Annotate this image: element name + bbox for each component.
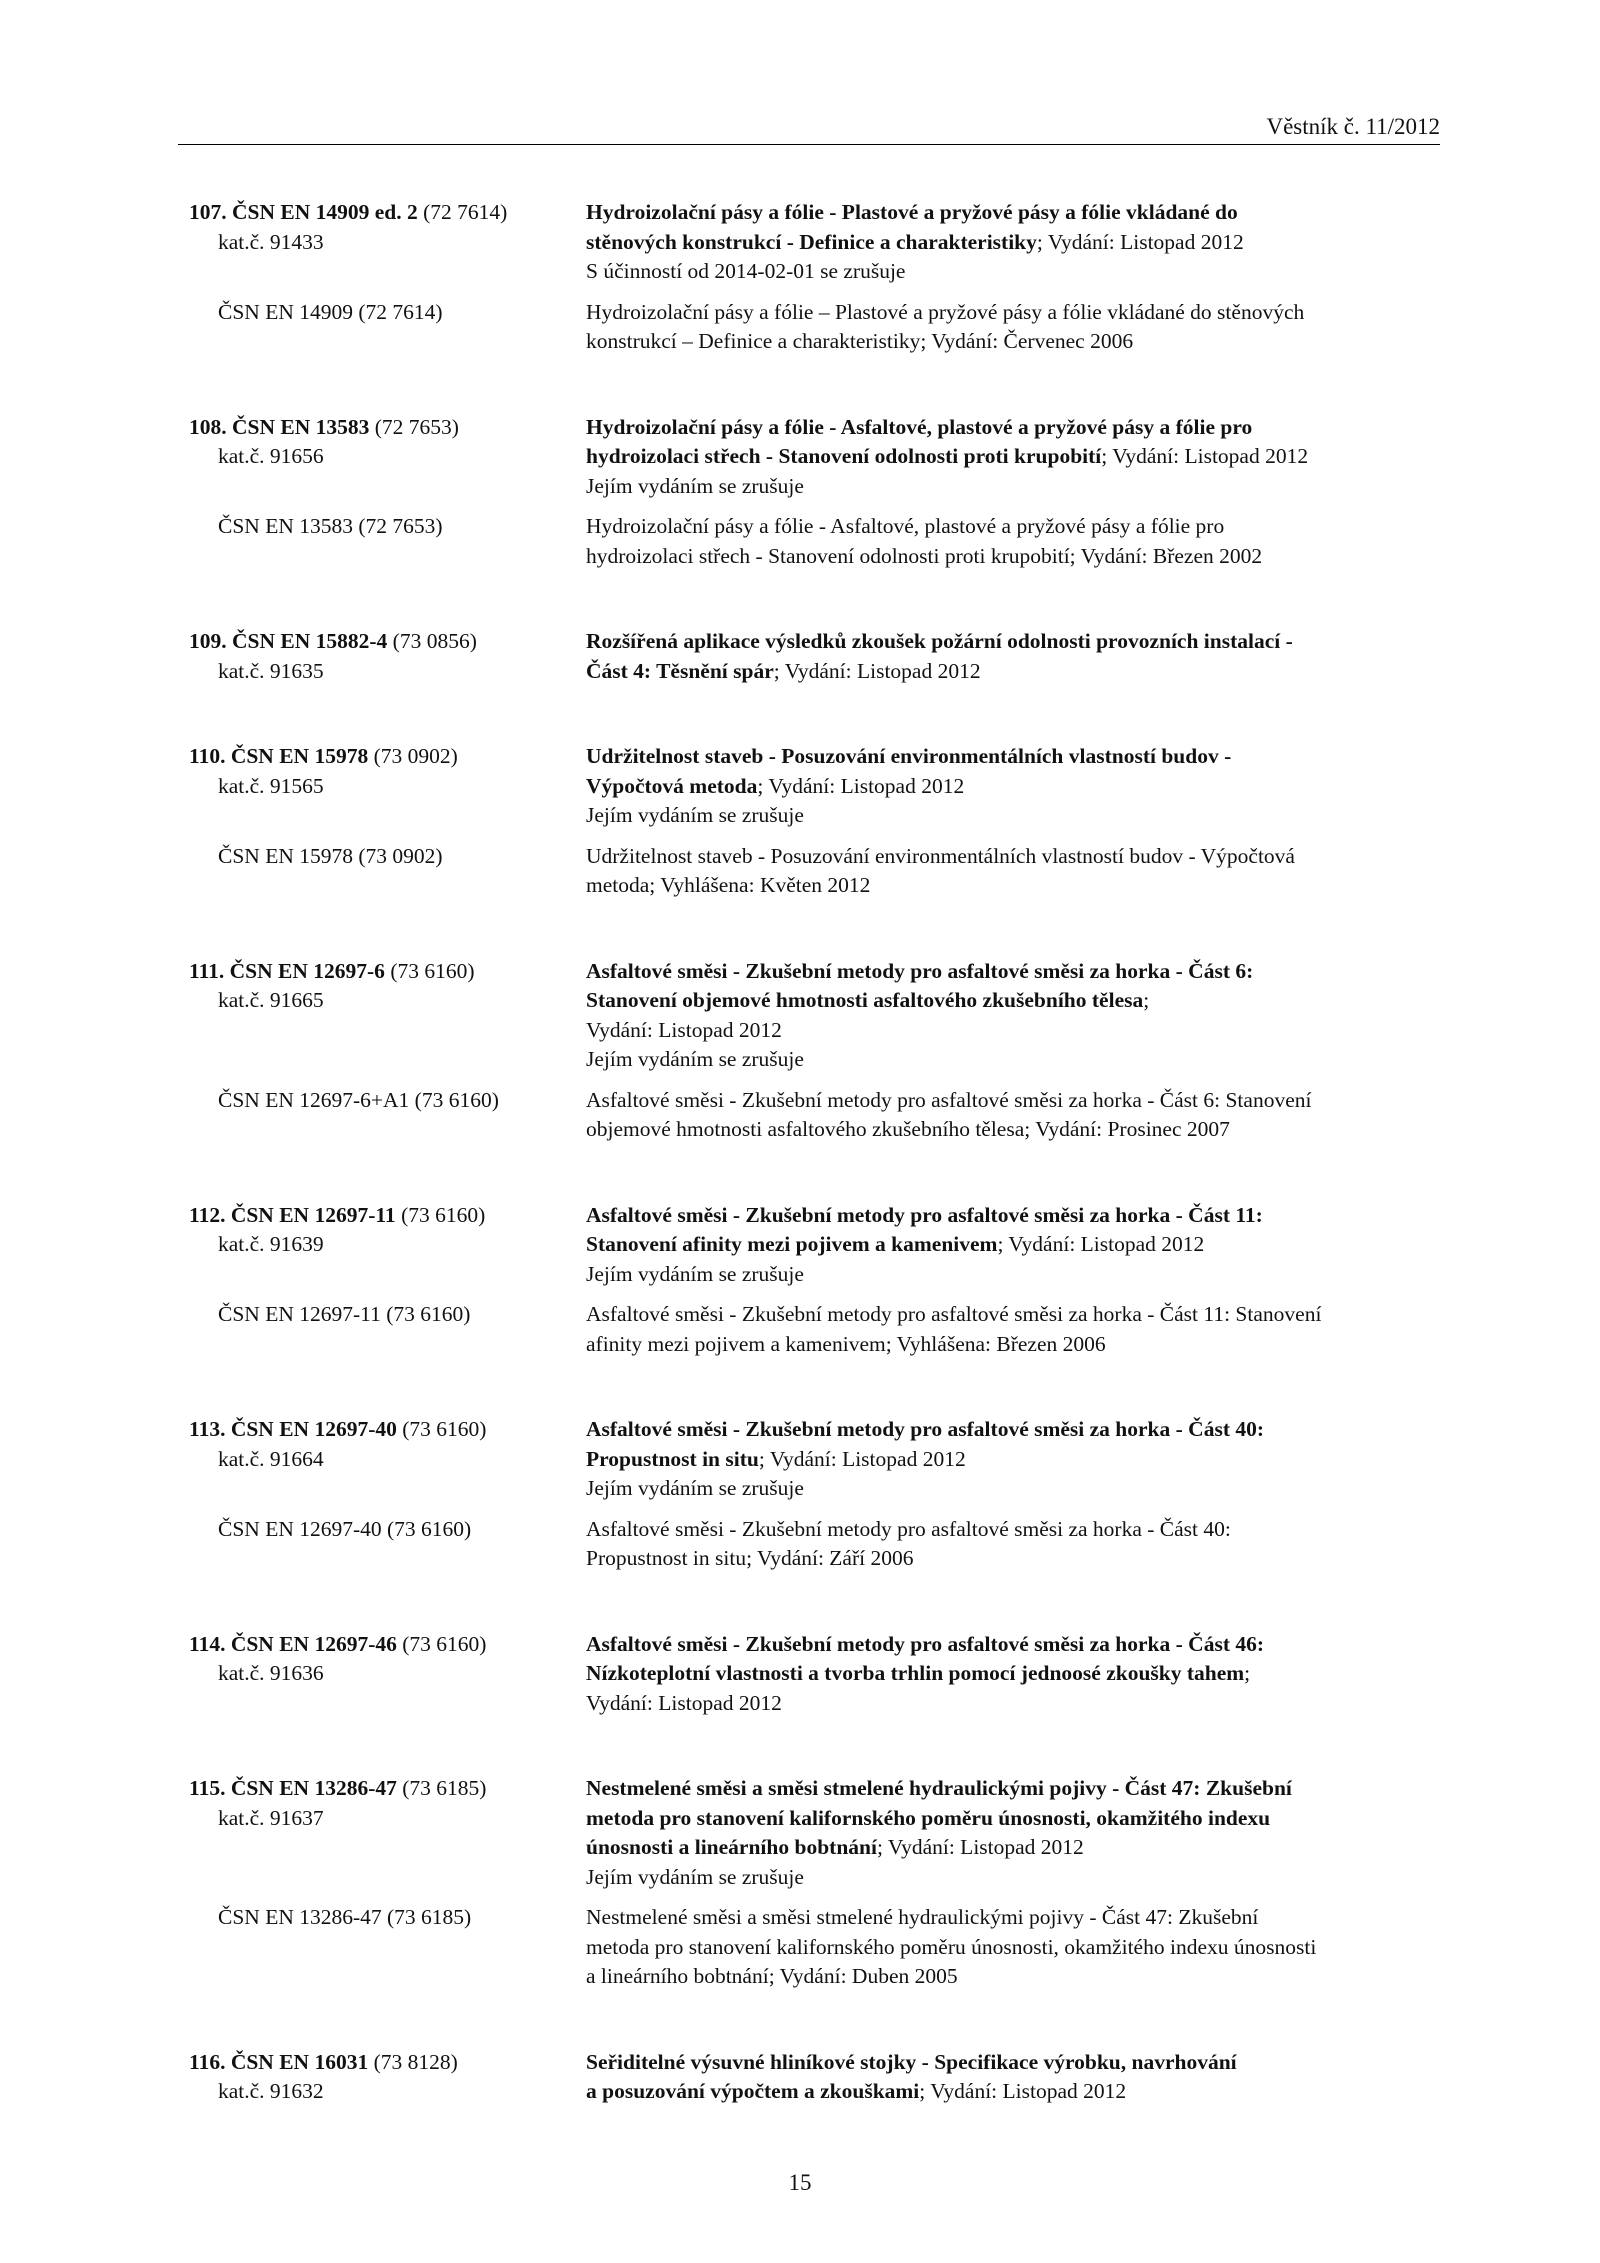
entry-description — [586, 957, 1439, 1075]
classification-number: (73 8128) — [368, 2049, 458, 2074]
cancellation-note: Jejím vydáním se zrušuje — [586, 1047, 804, 1071]
entry-description — [586, 742, 1439, 831]
title-line — [586, 957, 1439, 987]
standard-title: Stanovení objemové hmotnosti asfaltového zkušebního tělesa — [586, 988, 1144, 1012]
issue-info: ; Vydání: Listopad 2012 — [919, 2079, 1127, 2103]
standard-entry — [189, 198, 1439, 357]
title-line — [586, 1804, 1439, 1834]
standard-title: Asfaltové směsi - Zkušební metody pro asfaltové směsi za horka - Část 6: — [586, 958, 1254, 983]
standard-entry — [189, 1630, 1439, 1719]
title-line — [586, 198, 1439, 228]
entry-identifiers — [189, 1630, 586, 1719]
replaced-line: Asfaltové směsi - Zkušební metody pro asfaltové směsi za horka - Část 6: Stanovení — [586, 1087, 1312, 1112]
replaced-line: metoda; Vyhlášena: Květen 2012 — [586, 873, 871, 897]
standard-title: Nízkoteplotní vlastnosti a tvorba trhlin pomocí jednoosé zkoušky tahem — [586, 1661, 1245, 1685]
standard-code: ČSN EN 12697-46 — [230, 1631, 397, 1656]
entry-identifiers — [189, 2048, 586, 2107]
issue-info: ; Vydání: Listopad 2012 — [1036, 229, 1244, 254]
entry-number: 108. — [189, 414, 227, 439]
entry-designation — [189, 2048, 586, 2078]
catalog-number: kat.č. 91635 — [218, 658, 324, 683]
standard-entry — [189, 742, 1439, 901]
issue-info: ; Vydání: Listopad 2012 — [997, 1232, 1205, 1256]
entry-main-row — [189, 198, 1439, 287]
catalog-number: kat.č. 91636 — [218, 1661, 324, 1685]
entry-identifiers — [189, 1201, 586, 1290]
standard-title: a posuzování výpočtem a zkouškami — [586, 2079, 920, 2103]
standard-title: metoda pro stanovení kalifornského poměru únosnosti, okamžitého indexu — [586, 1805, 1271, 1830]
standard-code: ČSN EN 12697-40 — [230, 1417, 397, 1441]
standard-title: Propustnost in situ — [586, 1446, 759, 1471]
entry-identifiers — [189, 1774, 586, 1892]
catalog-number: kat.č. 91637 — [218, 1805, 324, 1830]
entry-identifiers — [189, 1415, 586, 1504]
entry-identifiers — [189, 957, 586, 1075]
title-line — [586, 742, 1439, 772]
entry-description — [586, 1201, 1439, 1290]
entry-number: 113. — [189, 1417, 226, 1441]
title-line — [586, 1445, 1439, 1475]
entry-identifiers — [189, 742, 586, 831]
title-line — [586, 2077, 1439, 2107]
replaced-identifiers — [189, 1300, 586, 1359]
standard-title: Stanovení afinity mezi pojivem a kamenivem — [586, 1232, 998, 1256]
title-line — [586, 627, 1439, 657]
replaced-identifiers — [189, 1903, 586, 1992]
catalog-number: kat.č. 91639 — [218, 1232, 324, 1256]
journal-header — [178, 112, 1440, 145]
replaced-identifiers — [189, 842, 586, 901]
entry-designation — [189, 1630, 586, 1660]
entry-description — [586, 627, 1439, 686]
standard-title: Asfaltové směsi - Zkušební metody pro asfaltové směsi za horka - Část 11: — [586, 1202, 1263, 1227]
standard-title: Hydroizolační pásy a fólie - Plastové a pryžové pásy a fólie vkládané do — [586, 200, 1238, 224]
replaced-standard-row — [189, 1515, 1439, 1574]
replaced-standard-row — [189, 842, 1439, 901]
title-line — [586, 228, 1439, 258]
standard-entry — [189, 1201, 1439, 1360]
catalog-number: kat.č. 91565 — [218, 773, 324, 798]
replaced-standard-code: ČSN EN 14909 (72 7614) — [218, 299, 443, 324]
entry-main-row — [189, 2048, 1439, 2107]
entry-description — [586, 1774, 1439, 1892]
entry-number: 114. — [189, 1631, 226, 1656]
replaced-standard-code: ČSN EN 13286-47 (73 6185) — [218, 1905, 472, 1929]
entry-description — [586, 1630, 1439, 1719]
catalog-number: kat.č. 91664 — [218, 1446, 324, 1471]
replaced-standard-code: ČSN EN 15978 (73 0902) — [218, 843, 443, 868]
replaced-standard-row — [189, 1086, 1439, 1145]
standard-code: ČSN EN 13286-47 — [230, 1776, 397, 1800]
entry-number: 110. — [189, 744, 226, 768]
replaced-line: objemové hmotnosti asfaltového zkušebního tělesa; Vydání: Prosinec 2007 — [586, 1117, 1230, 1141]
issue-date: Vydání: Listopad 2012 — [586, 1017, 782, 1042]
replaced-standard-code: ČSN EN 12697-6+A1 (73 6160) — [218, 1087, 499, 1112]
standard-entry — [189, 413, 1439, 572]
standard-title: únosnosti a lineárního bobtnání — [586, 1835, 877, 1859]
entry-description — [586, 413, 1439, 502]
classification-number: (72 7653) — [369, 414, 459, 439]
cancellation-note: S účinností od 2014-02-01 se zrušuje — [586, 259, 906, 283]
page-number: 15 — [788, 2170, 812, 2195]
entry-designation — [189, 1415, 586, 1445]
standard-entry — [189, 627, 1439, 686]
issue-date: Vydání: Listopad 2012 — [586, 1690, 782, 1715]
replaced-standard-row — [189, 298, 1439, 357]
standard-title: Seřiditelné výsuvné hliníkové stojky - Specifikace výrobku, navrhování — [586, 2049, 1237, 2074]
entry-description — [586, 1415, 1439, 1504]
replaced-line: afinity mezi pojivem a kamenivem; Vyhlášena: Březen 2006 — [586, 1331, 1106, 1356]
entry-identifiers — [189, 198, 586, 287]
cancellation-note: Jejím vydáním se zrušuje — [586, 1476, 804, 1500]
entry-main-row — [189, 627, 1439, 686]
catalog-number: kat.č. 91656 — [218, 444, 324, 468]
issue-info: ; — [1143, 988, 1150, 1012]
standard-code: ČSN EN 14909 ed. 2 — [232, 200, 418, 224]
entry-main-row — [189, 742, 1439, 831]
replaced-line: a lineárního bobtnání; Vydání: Duben 2005 — [586, 1964, 958, 1988]
replaced-description — [586, 512, 1439, 571]
standard-code: ČSN EN 15882-4 — [232, 629, 388, 653]
standard-title: Část 4: Těsnění spár — [586, 658, 774, 683]
replaced-description — [586, 1903, 1439, 1992]
entry-designation — [189, 1774, 586, 1804]
cancellation-note: Jejím vydáním se zrušuje — [586, 803, 804, 827]
issue-info: ; Vydání: Listopad 2012 — [773, 658, 981, 683]
standard-entry — [189, 1415, 1439, 1574]
replaced-description — [586, 1086, 1439, 1145]
standard-code: ČSN EN 13583 — [232, 414, 370, 439]
title-line — [586, 1415, 1439, 1445]
replaced-standard-row — [189, 1903, 1439, 1992]
title-line — [586, 413, 1439, 443]
classification-number: (72 7614) — [417, 200, 508, 224]
entry-main-row — [189, 957, 1439, 1075]
replaced-line: Asfaltové směsi - Zkušební metody pro asfaltové směsi za horka - Část 40: — [586, 1516, 1231, 1541]
catalog-number: kat.č. 91433 — [218, 229, 324, 254]
title-line — [586, 772, 1439, 802]
title-line — [586, 1630, 1439, 1660]
standard-code: ČSN EN 16031 — [230, 2049, 369, 2074]
replaced-identifiers — [189, 298, 586, 357]
standard-entry — [189, 2048, 1439, 2107]
standard-code: ČSN EN 12697-11 — [230, 1202, 396, 1227]
replaced-line: Hydroizolační pásy a fólie - Asfaltové, plastové a pryžové pásy a fólie pro — [586, 514, 1225, 538]
issue-info: ; Vydání: Listopad 2012 — [1101, 444, 1309, 468]
title-line — [586, 2048, 1439, 2078]
replaced-standard-row — [189, 512, 1439, 571]
replaced-description — [586, 1515, 1439, 1574]
standard-title: Udržitelnost staveb - Posuzování environmentálních vlastností budov - — [586, 744, 1232, 768]
entry-number: 112. — [189, 1202, 226, 1227]
replaced-standard-code: ČSN EN 12697-11 (73 6160) — [218, 1302, 471, 1326]
replaced-standard-code: ČSN EN 13583 (72 7653) — [218, 514, 443, 538]
replaced-description — [586, 1300, 1439, 1359]
title-line — [586, 1774, 1439, 1804]
replaced-line: Asfaltové směsi - Zkušební metody pro asfaltové směsi za horka - Část 11: Stanovení — [586, 1302, 1322, 1326]
entry-main-row — [189, 1774, 1439, 1892]
entry-number: 111. — [189, 958, 225, 983]
replaced-line: konstrukcí – Definice a charakteristiky; Vydání: Červenec 2006 — [586, 329, 1134, 353]
replaced-line: Propustnost in situ; Vydání: Září 2006 — [586, 1546, 914, 1570]
cancellation-note: Jejím vydáním se zrušuje — [586, 473, 804, 498]
title-line — [586, 986, 1439, 1016]
issue-info: ; Vydání: Listopad 2012 — [876, 1835, 1084, 1859]
entry-designation — [189, 413, 586, 443]
title-line — [586, 1201, 1439, 1231]
title-line — [586, 1833, 1439, 1863]
standards-list — [189, 198, 1439, 2163]
standard-title: Nestmelené směsi a směsi stmelené hydraulickými pojivy - Část 47: Zkušební — [586, 1776, 1292, 1800]
standard-title: stěnových konstrukcí - Definice a charakteristiky — [586, 229, 1037, 254]
entry-description — [586, 2048, 1439, 2107]
entry-designation — [189, 742, 586, 772]
entry-designation — [189, 627, 586, 657]
replaced-line: Nestmelené směsi a směsi stmelené hydraulickými pojivy - Část 47: Zkušební — [586, 1905, 1259, 1929]
entry-designation — [189, 957, 586, 987]
classification-number: (73 6185) — [396, 1776, 487, 1800]
issue-info: ; Vydání: Listopad 2012 — [757, 773, 965, 798]
standard-title: Asfaltové směsi - Zkušební metody pro asfaltové směsi za horka - Část 46: — [586, 1631, 1265, 1656]
entry-designation — [189, 198, 586, 228]
entry-designation — [189, 1201, 586, 1231]
entry-number: 107. — [189, 200, 227, 224]
entry-main-row — [189, 1630, 1439, 1719]
cancellation-note: Jejím vydáním se zrušuje — [586, 1864, 804, 1889]
classification-number: (73 6160) — [396, 1417, 487, 1441]
standard-title: hydroizolaci střech - Stanovení odolnosti proti krupobití — [586, 444, 1102, 468]
entry-identifiers — [189, 627, 586, 686]
entry-main-row — [189, 1201, 1439, 1290]
catalog-number: kat.č. 91665 — [218, 988, 324, 1012]
replaced-identifiers — [189, 512, 586, 571]
entry-number: 109. — [189, 629, 227, 653]
replaced-line: Hydroizolační pásy a fólie – Plastové a pryžové pásy a fólie vkládané do stěnových — [586, 299, 1305, 324]
issue-info: ; — [1244, 1661, 1251, 1685]
title-line — [586, 1659, 1439, 1689]
entry-main-row — [189, 413, 1439, 502]
replaced-identifiers — [189, 1086, 586, 1145]
classification-number: (73 0856) — [387, 629, 477, 653]
replaced-standard-row — [189, 1300, 1439, 1359]
entry-main-row — [189, 1415, 1439, 1504]
standard-title: Rozšířená aplikace výsledků zkoušek požární odolnosti provozních instalací - — [586, 629, 1293, 653]
title-line — [586, 442, 1439, 472]
entry-description — [586, 198, 1439, 287]
replaced-description — [586, 842, 1439, 901]
replaced-line: hydroizolaci střech - Stanovení odolnosti proti krupobití; Vydání: Březen 2002 — [586, 543, 1263, 568]
classification-number: (73 6160) — [395, 1202, 486, 1227]
replaced-line: Udržitelnost staveb - Posuzování environmentálních vlastností budov - Výpočtová — [586, 843, 1295, 868]
standard-code: ČSN EN 12697-6 — [229, 958, 385, 983]
catalog-number: kat.č. 91632 — [218, 2079, 324, 2103]
title-line — [586, 657, 1439, 687]
cancellation-note: Jejím vydáním se zrušuje — [586, 1261, 804, 1286]
standard-title: Hydroizolační pásy a fólie - Asfaltové, plastové a pryžové pásy a fólie pro — [586, 414, 1253, 439]
standard-code: ČSN EN 15978 — [230, 744, 369, 768]
standard-title: Asfaltové směsi - Zkušební metody pro asfaltové směsi za horka - Část 40: — [586, 1417, 1265, 1441]
replaced-identifiers — [189, 1515, 586, 1574]
classification-number: (73 6160) — [384, 958, 475, 983]
replaced-line: metoda pro stanovení kalifornského poměru únosnosti, okamžitého indexu únosnosti — [586, 1934, 1317, 1959]
replaced-standard-code: ČSN EN 12697-40 (73 6160) — [218, 1516, 472, 1541]
entry-number: 115. — [189, 1776, 226, 1800]
issue-info: ; Vydání: Listopad 2012 — [758, 1446, 966, 1471]
journal-title: Věstník č. 11/2012 — [1266, 114, 1440, 139]
classification-number: (73 6160) — [396, 1631, 487, 1656]
classification-number: (73 0902) — [368, 744, 458, 768]
title-line — [586, 1230, 1439, 1260]
replaced-description — [586, 298, 1439, 357]
standard-entry — [189, 957, 1439, 1145]
standard-title: Výpočtová metoda — [586, 773, 758, 798]
entry-identifiers — [189, 413, 586, 502]
standard-entry — [189, 1774, 1439, 1992]
entry-number: 116. — [189, 2049, 226, 2074]
